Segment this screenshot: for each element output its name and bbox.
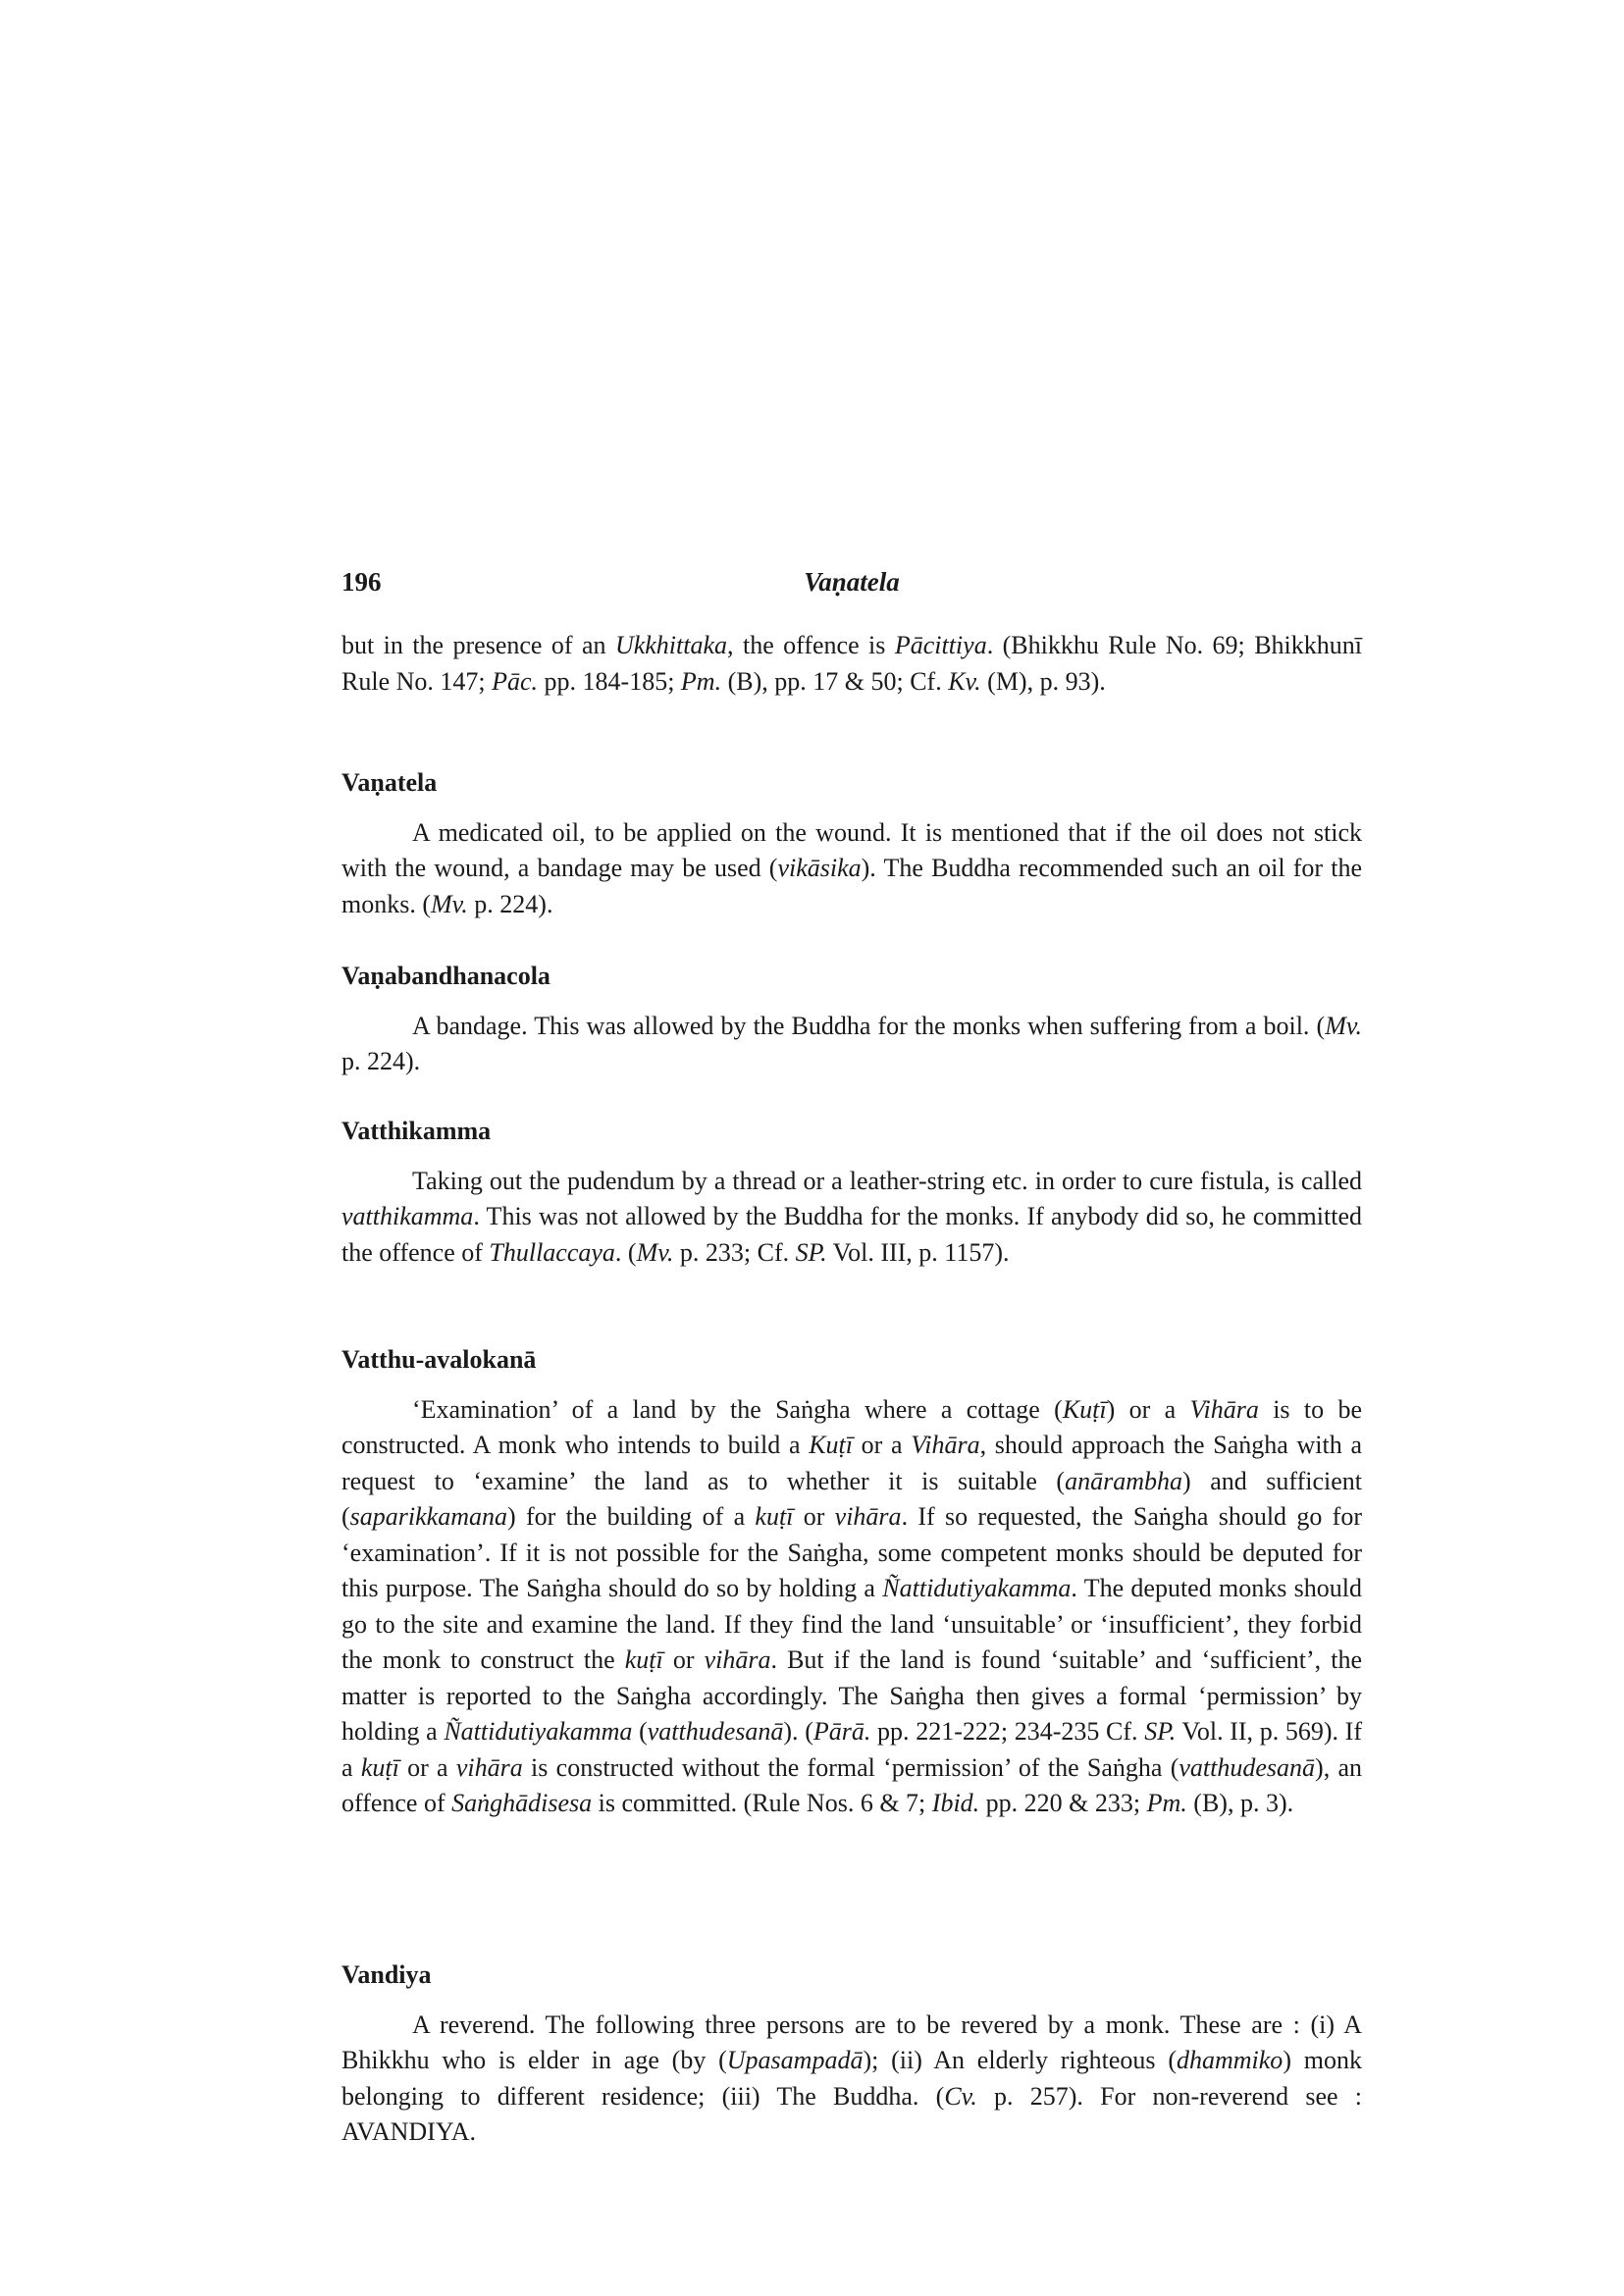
italic-term: Pārā. [812, 1717, 871, 1746]
italic-term: dhammiko [1176, 2046, 1283, 2074]
entry-heading: Vatthikamma [341, 1117, 492, 1145]
continuation-paragraph [341, 628, 1362, 700]
italic-term: Ukkhittaka [614, 631, 728, 659]
italic-term: Kv. [948, 666, 981, 696]
entry-heading: Vaṇabandhanacola [341, 962, 550, 990]
italic-term: vihāra [834, 1502, 902, 1531]
italic-term: Kuṭī [809, 1431, 853, 1459]
italic-term: Ibid. [931, 1789, 980, 1817]
italic-term: kuṭī [755, 1502, 794, 1531]
page-header [341, 567, 1362, 606]
running-head: Vaṇatela [804, 567, 900, 597]
italic-term: anārambha [1065, 1466, 1182, 1495]
page-number: 196 [341, 567, 382, 597]
italic-term: Mv. [636, 1237, 674, 1267]
italic-term: saparikkamana [349, 1502, 507, 1531]
entry-heading: Vandiya [341, 1960, 432, 1989]
paragraph: ‘Examination’ of a land by the Saṅgha where a cottage (Kuṭī) or a Vihāra is to be constructed. A monk who intends to build a Kuṭī or a Vihāra, should approach the Saṅgha with a request to ‘examine’ the land as to whether it is suitable (anārambha) and sufficient (saparikkamana) for the building of a kuṭī or vihāra. If so requested, the Saṅgha should go for ‘examination’. If it is not possible for the Saṅgha, some competent monks should be deputed for this purpose. The Saṅgha should do so by holding a Ñattidutiyakamma. The deputed monks should go to the site and examine the land. If they find the land ‘unsuitable’ or ‘insufficient’, they forbid the monk to construct the kuṭī or vihāra. But if the land is found ‘suitable’ and ‘sufficient’, the matter is reported to the Saṅgha accordingly. The Saṅgha then gives a formal ‘permission’ by holding a Ñattidutiyakamma (vatthudesanā). (Pārā. pp. 221-222; 234-235 Cf. SP. Vol. II, p. 569). If a kuṭī or a vihāra is constructed without the formal ‘permission’ of the Saṅgha (vatthudesanā), an offence of Saṅghādisesa is committed. (Rule Nos. 6 & 7; Ibid. pp. 220 & 233; Pm. (B), p. 3). [341, 1394, 1363, 1817]
italic-term: Pm. [1146, 1789, 1187, 1817]
italic-term: Pāc. [492, 666, 539, 696]
italic-term: Mv. [1325, 1011, 1362, 1040]
italic-term: Vihāra [1189, 1394, 1259, 1424]
paragraph: A reverend. The following three persons are to be revered by a monk. These are : (i) A Bhikkhu who is elder in age (by (Upasampadā); (ii) An elderly righteous (dhammiko) monk belonging to different residence; (iii) The Buddha. (Cv. p. 257). For non-reverend see : AVANDIYA. [341, 2009, 1363, 2146]
entry-heading: Vaṇatela [341, 768, 438, 797]
italic-term: vihāra [455, 1752, 523, 1782]
italic-term: Thullaccaya [489, 1237, 615, 1267]
italic-term: Cv. [944, 2081, 977, 2111]
italic-term: kuṭī [624, 1645, 663, 1674]
italic-term: Ñattidutiyakamma [444, 1717, 633, 1746]
entry-vanatela [341, 765, 1362, 922]
entry-heading: Vatthu-avalokanā [341, 1345, 537, 1374]
entry-vatthu-avalokana [341, 1342, 1362, 1822]
italic-term: vatthudesanā [1179, 1752, 1316, 1782]
italic-term: Vihāra [911, 1431, 980, 1459]
italic-term: Kuṭī [1062, 1394, 1107, 1424]
entry-vanabandhanacola [341, 959, 1362, 1080]
italic-term: vihāra [704, 1645, 771, 1674]
italic-term: SP. [1144, 1717, 1177, 1746]
italic-term: Mv. [431, 889, 468, 918]
italic-term: kuṭī [360, 1752, 399, 1782]
italic-term: Pm. [680, 666, 722, 696]
italic-term: Saṅghādisesa [451, 1789, 593, 1817]
italic-term: Ñattidutiyakamma [882, 1574, 1072, 1602]
entry-vatthikamma [341, 1114, 1362, 1271]
paragraph: Taking out the pudendum by a thread or a leather-string etc. in order to cure fistula, is called vatthikamma. This was not allowed by the Buddha for the monks. If anybody did so, he committed the offence of Thullaccaya. (Mv. p. 233; Cf. SP. Vol. III, p. 1157). [341, 1166, 1362, 1267]
paragraph: but in the presence of an Ukkhittaka, the offence is Pācittiya. (Bhikkhu Rule No. 69; Bhikkhunī Rule No. 147; Pāc. pp. 184-185; Pm. (B), pp. 17 & 50; Cf. Kv. (M), p. 93). [341, 631, 1362, 696]
italic-term: vatthudesanā [647, 1717, 784, 1746]
italic-term: Upasampadā [726, 2046, 864, 2074]
paragraph: A medicated oil, to be applied on the wound. It is mentioned that if the oil does not stick with the wound, a bandage may be used (vikāsika). The Buddha recommended such an oil for the monks. (Mv. p. 224). [341, 817, 1362, 918]
italic-term: SP. [795, 1237, 827, 1267]
italic-term: vatthikamma [341, 1202, 474, 1230]
entry-vandiya [341, 1957, 1362, 2151]
italic-term: Pācittiya [894, 631, 987, 659]
paragraph: A bandage. This was allowed by the Buddha for the monks when suffering from a boil. (Mv. p. 224). [341, 1011, 1362, 1075]
italic-term: vikāsika [777, 854, 862, 882]
